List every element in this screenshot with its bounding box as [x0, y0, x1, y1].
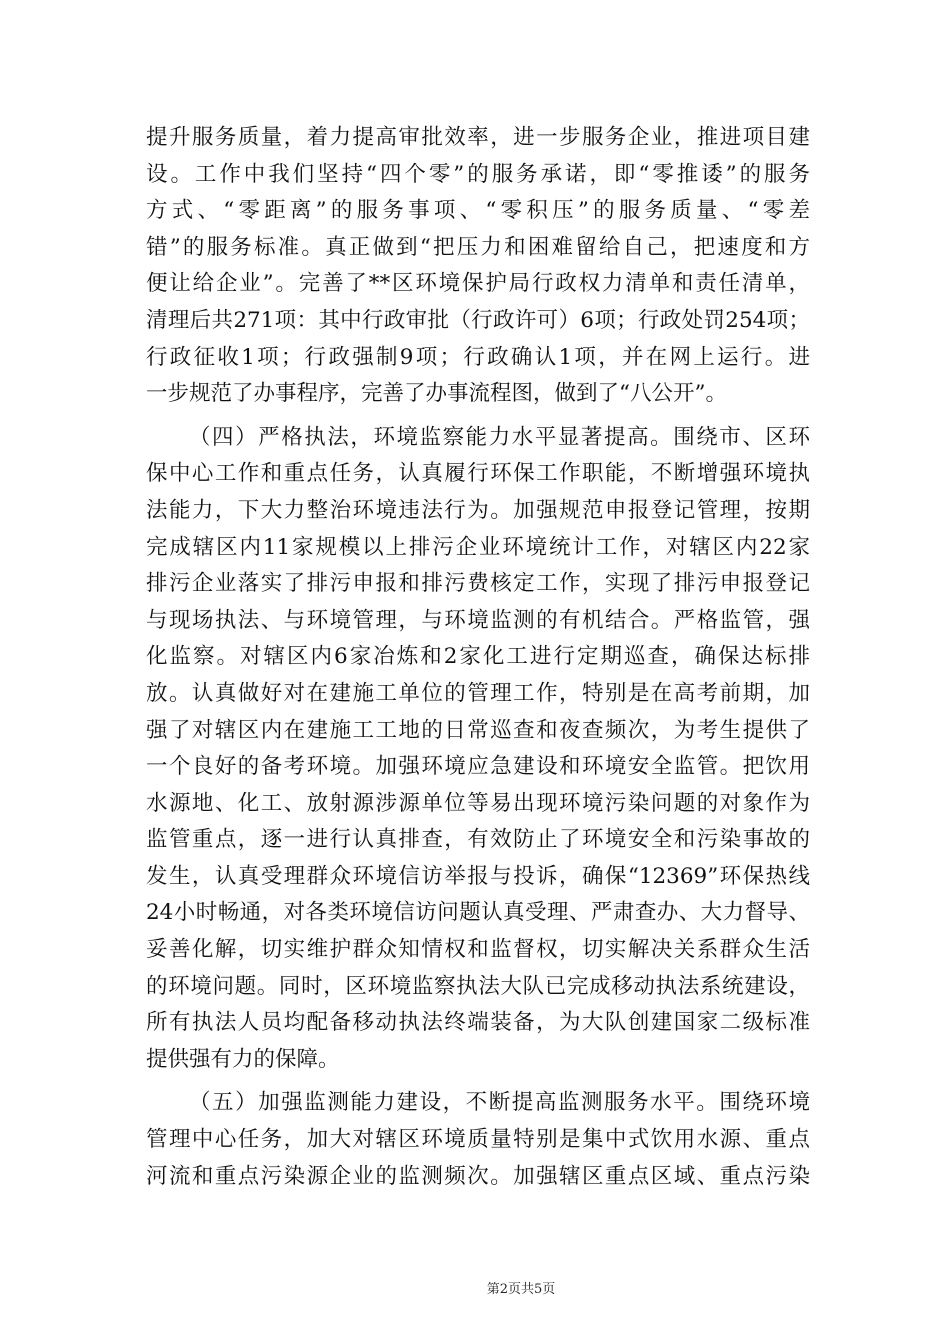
text-line: 管理中心任务，加大对辖区环境质量特别是集中式饮用水源、重点	[146, 1127, 810, 1153]
text-line: 所有执法人员均配备移动执法终端装备，为大队创建国家二级标准	[146, 1010, 810, 1036]
paragraph-enforcement	[146, 420, 810, 1079]
paragraph-gap	[146, 413, 810, 420]
paragraph-heading-line: （四）严格执法，环境监察能力水平显著提高。围绕市、区环	[189, 424, 810, 450]
paragraph-monitoring	[146, 1085, 810, 1195]
paragraph-heading-line: （五）加强监测能力建设，不断提高监测服务水平。围绕环境	[189, 1090, 810, 1116]
page-number-label: 第2页共5页	[486, 1282, 556, 1297]
text-line: 设。工作中我们坚持“四个零”的服务承诺，即“零推诿”的服务	[146, 161, 810, 187]
paragraph-gap	[146, 1078, 810, 1085]
document-body	[146, 120, 810, 1195]
text-line: 化监察。对辖区内6家冶炼和2家化工进行定期巡查，确保达标排	[146, 644, 810, 670]
text-line: 的环境问题。同时，区环境监察执法大队已完成移动执法系统建设，	[146, 973, 810, 999]
text-line: 水源地、化工、放射源涉源单位等易出现环境污染问题的对象作为	[146, 790, 810, 816]
text-line: 法能力，下大力整治环境违法行为。加强规范申报登记管理，按期	[146, 497, 810, 523]
text-line: 放。认真做好对在建施工单位的管理工作，特别是在高考前期，加	[146, 680, 810, 706]
text-line: 24小时畅通，对各类环境信访问题认真受理、严肃查办、大力督导、	[146, 900, 810, 926]
text-line: 一步规范了办事程序，完善了办事流程图，做到了“八公开”。	[146, 381, 727, 407]
text-line: 完成辖区内11家规模以上排污企业环境统计工作，对辖区内22家	[146, 534, 810, 560]
text-line: 强了对辖区内在建施工工地的日常巡查和夜查频次，为考生提供了	[146, 717, 810, 743]
text-line: 排污企业落实了排污申报和排污费核定工作，实现了排污申报登记	[146, 571, 810, 597]
text-line: 保中心工作和重点任务，认真履行环保工作职能，不断增强环境执	[146, 461, 810, 487]
text-line: 河流和重点污染源企业的监测频次。加强辖区重点区域、重点污染	[146, 1163, 810, 1189]
page-number-footer	[0, 1278, 950, 1297]
text-line: 妥善化解，切实维护群众知情权和监督权，切实解决关系群众生活	[146, 937, 810, 963]
text-line: 监管重点，逐一进行认真排查，有效防止了环境安全和污染事故的	[146, 827, 810, 853]
text-line: 一个良好的备考环境。加强环境应急建设和环境安全监管。把饮用	[146, 754, 810, 780]
text-line: 与现场执法、与环境管理，与环境监测的有机结合。严格监管，强	[146, 607, 810, 633]
text-line: 错”的服务标准。真正做到“把压力和困难留给自己，把速度和方	[146, 234, 810, 260]
text-line: 便让给企业”。完善了**区环境保护局行政权力清单和责任清单，	[146, 271, 810, 297]
text-line: 提升服务质量，着力提高审批效率，进一步服务企业，推进项目建	[146, 125, 810, 150]
text-line: 行政征收1项；行政强制9项；行政确认1项，并在网上运行。进	[146, 344, 810, 370]
paragraph-service	[146, 120, 810, 413]
text-line: 方式、“零距离”的服务事项、“零积压”的服务质量、“零差	[146, 198, 810, 224]
text-line: 提供强有力的保障。	[146, 1046, 340, 1072]
text-line: 发生，认真受理群众环境信访举报与投诉，确保“12369”环保热线	[146, 863, 810, 889]
text-line: 清理后共271项：其中行政审批（行政许可）6项；行政处罚254项；	[146, 307, 810, 333]
